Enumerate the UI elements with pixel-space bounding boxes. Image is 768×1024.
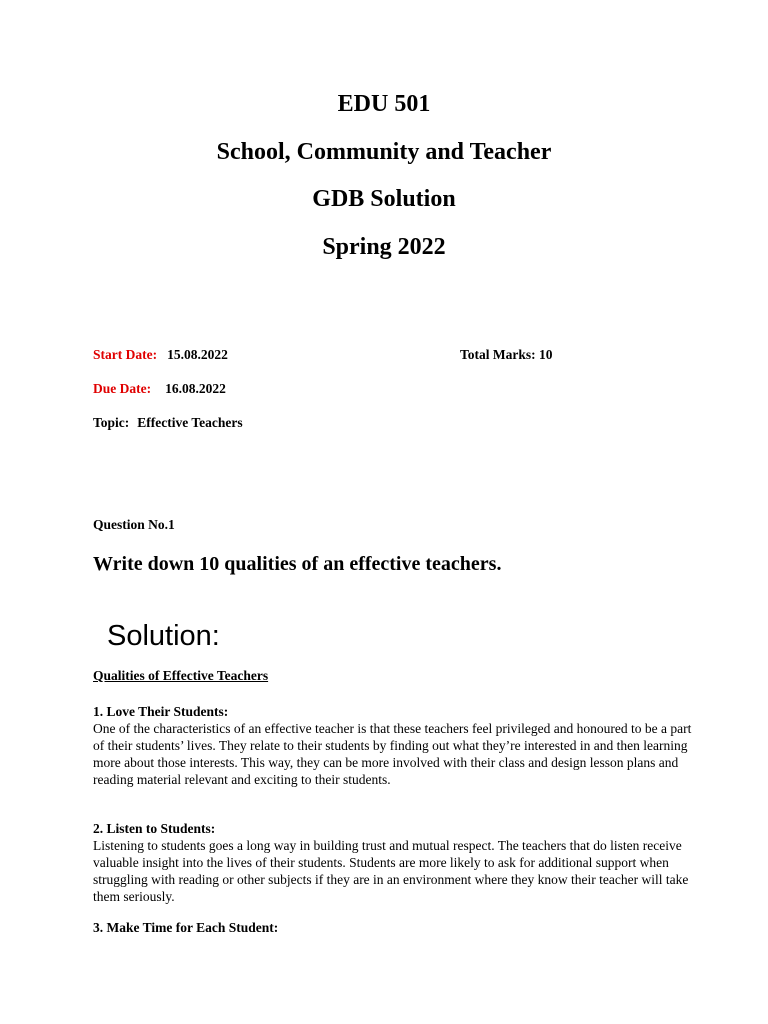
- quality-body: Listening to students goes a long way in building trust and mutual respect. The teachers that do listen receive valuable insight into the lives of their students. Students are more likely to ask for additional support when struggling with reading or other subjects if they are in an environment where they know their teacher will take them seriously.: [93, 838, 689, 904]
- section-heading: Qualities of Effective Teachers: [93, 668, 269, 683]
- quality-title: 1. Love Their Students:: [93, 704, 229, 719]
- course-title: School, Community and Teacher: [216, 139, 552, 165]
- quality-item: [93, 820, 693, 905]
- question-number: Question No.1: [93, 517, 175, 532]
- start-date-label: Start Date:: [93, 347, 158, 362]
- topic-label: Topic:: [93, 415, 130, 430]
- solution-heading: Solution:: [107, 620, 220, 652]
- term: Spring 2022: [322, 234, 446, 260]
- start-date-line: [93, 347, 228, 363]
- topic-line: [93, 415, 243, 431]
- due-date-value: 16.08.2022: [165, 381, 226, 396]
- due-date-label: Due Date:: [93, 381, 152, 396]
- quality-title: 3. Make Time for Each Student:: [93, 920, 279, 935]
- start-date-value: 15.08.2022: [167, 347, 228, 362]
- total-marks: Total Marks: 10: [460, 347, 553, 362]
- document-type: GDB Solution: [312, 186, 456, 212]
- quality-title: 2. Listen to Students:: [93, 821, 216, 836]
- course-code: EDU 501: [337, 91, 431, 117]
- quality-body: One of the characteristics of an effective teacher is that these teachers feel privileged and honoured to be a part of their students’ lives. They relate to their students by finding out what they’re interested in and then learning more about those interests. This way, they can be more involved with their class and design lesson plans and reading material relevant and exciting to their students.: [93, 721, 692, 787]
- due-date-line: [93, 381, 226, 397]
- topic-value: Effective Teachers: [137, 415, 243, 430]
- quality-item: [93, 703, 693, 788]
- question-text: Write down 10 qualities of an effective teachers.: [93, 553, 502, 575]
- quality-item: [93, 919, 693, 936]
